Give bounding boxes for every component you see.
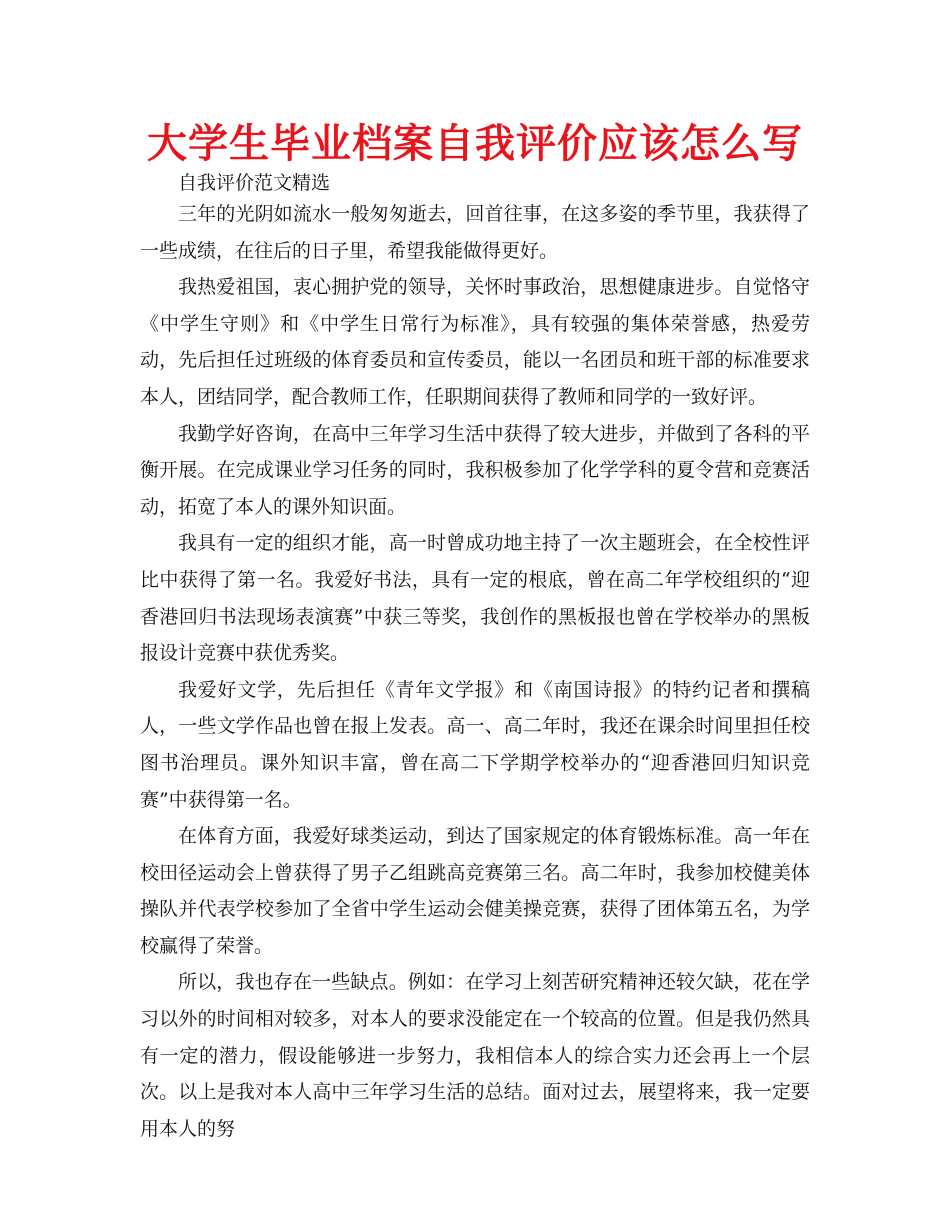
body-paragraph: 我勤学好咨询，在高中三年学习生活中获得了较大进步，并做到了各科的平衡开展。在完成课业学习任务的同时，我积极参加了化学学科的夏令营和竞赛活动，拓宽了本人的课外知识面。 <box>140 422 810 518</box>
body-paragraph: 我热爱祖国，衷心拥护党的领导，关怀时事政治，思想健康进步。自觉恪守《中学生守则》和《中学生日常行为标准》，具有较强的集体荣誉感，热爱劳动，先后担任过班级的体育委员和宣传委员，能以一名团员和班干部的标准要求本人，团结同学，配合教师工作，任职期间获得了教师和同学的一致好评。 <box>140 276 810 408</box>
body-paragraph: 我具有一定的组织才能，高一时曾成功地主持了一次主题班会，在全校性评比中获得了第一名。我爱好书法，具有一定的根底，曾在高二年学校组织的“迎香港回归书法现场表演赛”中获三等奖，我创作的黑板报也曾在学校举办的黑板报设计竞赛中获优秀奖。 <box>140 532 810 665</box>
body-paragraph: 我爱好文学，先后担任《青年文学报》和《南国诗报》的特约记者和撰稿人，一些文学作品也曾在报上发表。高一、高二年时，我还在课余时间里担任校图书治理员。课外知识丰富，曾在高二下学期学校举办的“迎香港回归知识竞赛”中获得第一名。 <box>140 678 810 811</box>
body-paragraph: 在体育方面，我爱好球类运动，到达了国家规定的体育锻炼标准。高一年在校田径运动会上曾获得了男子乙组跳高竞赛第三名。高二年时，我参加校健美体操队并代表学校参加了全省中学生运动会健美操竞赛，获得了团体第五名，为学校赢得了荣誉。 <box>140 825 810 957</box>
document-subtitle: 自我评价范文精选 <box>178 172 331 194</box>
body-paragraph: 三年的光阴如流水一般匆匆逝去，回首往事，在这多姿的季节里，我获得了一些成绩，在往后的日子里，希望我能做得更好。 <box>140 203 810 262</box>
body-paragraph: 所以，我也存在一些缺点。例如：在学习上刻苦研究精神还较欠缺，花在学习以外的时间相对较多，对本人的要求没能定在一个较高的位置。但是我仍然具有一定的潜力，假设能够进一步努力，我相信本人的综合实力还会再上一个层次。以上是我对本人高中三年学习生活的总结。面对过去，展望将来，我一定要用本人的努 <box>140 971 810 1140</box>
document-title: 大学生毕业档案自我评价应该怎么写 <box>147 121 803 167</box>
document-body <box>140 196 810 1147</box>
